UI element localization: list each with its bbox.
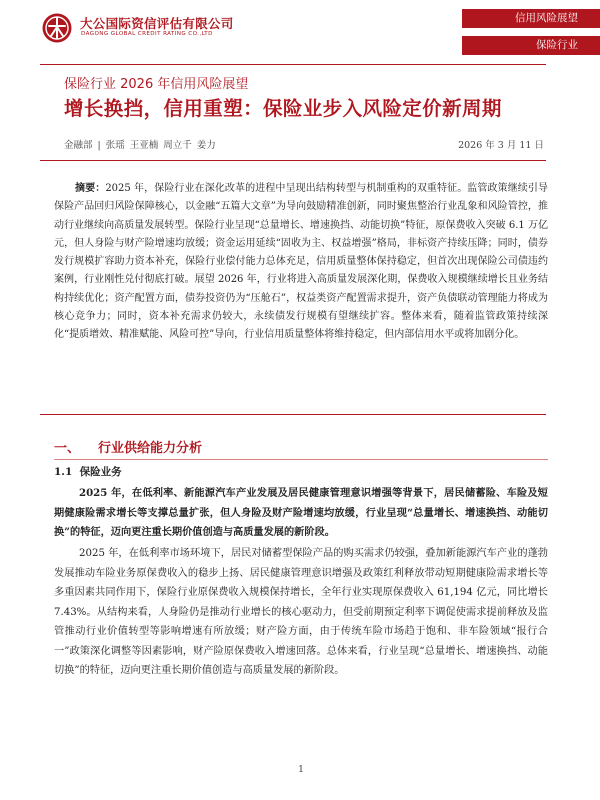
company-name-cn: 大公国际资信评估有限公司 [80, 16, 234, 31]
section-title: 行业供给能力分析 [98, 441, 203, 456]
section-heading [54, 437, 202, 456]
report-type-tag: 信用风险展望 [462, 9, 600, 28]
company-name-en: DAGONG GLOBAL CREDIT RATING CO.,LTD [81, 31, 213, 37]
section-underline [54, 459, 548, 460]
report-title: 增长换挡，信用重塑：保险业步入风险定价新周期 [64, 97, 502, 120]
report-subtitle: 保险行业 2026 年信用风险展望 [64, 77, 249, 92]
abstract-label: 摘要： [75, 183, 106, 194]
abstract-divider [40, 414, 546, 415]
subsection-number: 1.1 [54, 466, 73, 478]
title-divider [40, 160, 546, 161]
page-header [0, 0, 600, 64]
abstract-body [54, 180, 548, 345]
summary-paragraph: 2025 年，在低利率、新能源汽车产业发展及居民健康管理意识增强等背景下，居民储蓄险、车险及短期健康险需求增长等支撑总量扩张，但人身险及财产险增速均放缓，行业呈现“总量增长、增速换挡、动能切换”的特征，迈向更注重长期价值创造与高质量发展的新阶段。 [54, 487, 548, 538]
body-paragraph: 2025 年，在低利率市场环境下，居民对储蓄型保险产品的购买需求仍较强，叠加新能源汽车产业的蓬勃发展推动车险业务原保费收入的稳步上扬、居民健康管理意识增强及政策红利释放带动短期健康险需求增长等多重因素共同作用下，保险行业原保费收入规模保持增长，全年行业实现原保费收入 61,194 亿元，同比增长 7.43%。从结构来看，人身险仍是推动行业增长的核心驱动力，但受前期预定利率下调促使需求提前释放及监管推动行业价值转型等影响增速有所放缓；财产险方面，由于传统车险市场趋于饱和、非车险领域“报行合一”政策深化调整等因素影响，财产险原保费收入增速回落。总体来看，行业呈现“总量增长、增速换挡、动能切换”的特征，迈向更注重长期价值创造与高质量发展的新阶段。 [54, 548, 548, 676]
report-date: 2026 年 3 月 11 日 [458, 140, 544, 151]
abstract-text: 2025 年，保险行业在深化改革的进程中呈现出结构转型与机制重构的双重特征。监管政策继续引导保险产品回归风险保障核心，以金融“五篇大文章”为导向鼓励精准创新，同时聚焦整治行业乱象和风险管控，推动行业继续向高质量发展转型。保险行业呈现“总量增长、增速换挡、动能切换”特征，原保费收入突破 6.1 万亿元，但人身险与财产险增速均放缓；资金运用延续“固收为主、权益增强”格局，非标资产持续压降；同时，债券发行规模扩容助力资本补充，保险行业偿付能力总体充足，信用质量整体保持稳定，但首次出现保险公司债违约案例，行业刚性兑付彻底打破。展望 2026 年，行业将进入高质量发展深化期，保费收入规模继续增长且业务结构持续优化；资产配置方面，债券投资仍为“压舱石”，权益类资产配置需求提升，资产负债联动管理能力将成为核心竞争力；同时，资本补充需求仍较大，永续债发行规模有望继续扩容。整体来看，随着监管政策持续深化“提质增效、精准赋能、风险可控”导向，行业信用质量整体将维持稳定，但内部信用水平或将加剧分化。 [54, 183, 549, 341]
page-number: 1 [298, 764, 305, 775]
subsection-heading [54, 464, 122, 479]
abstract [54, 180, 548, 345]
industry-tag: 保险行业 [462, 36, 600, 55]
dagong-logo-icon [40, 12, 74, 44]
section-number: 一、 [54, 441, 81, 456]
company-logo [40, 14, 262, 44]
subsection-title: 保险业务 [79, 466, 122, 478]
header-divider [40, 64, 546, 65]
report-authors: 金融部 | 张瑶 王亚楠 周立千 姜力 [64, 140, 216, 151]
